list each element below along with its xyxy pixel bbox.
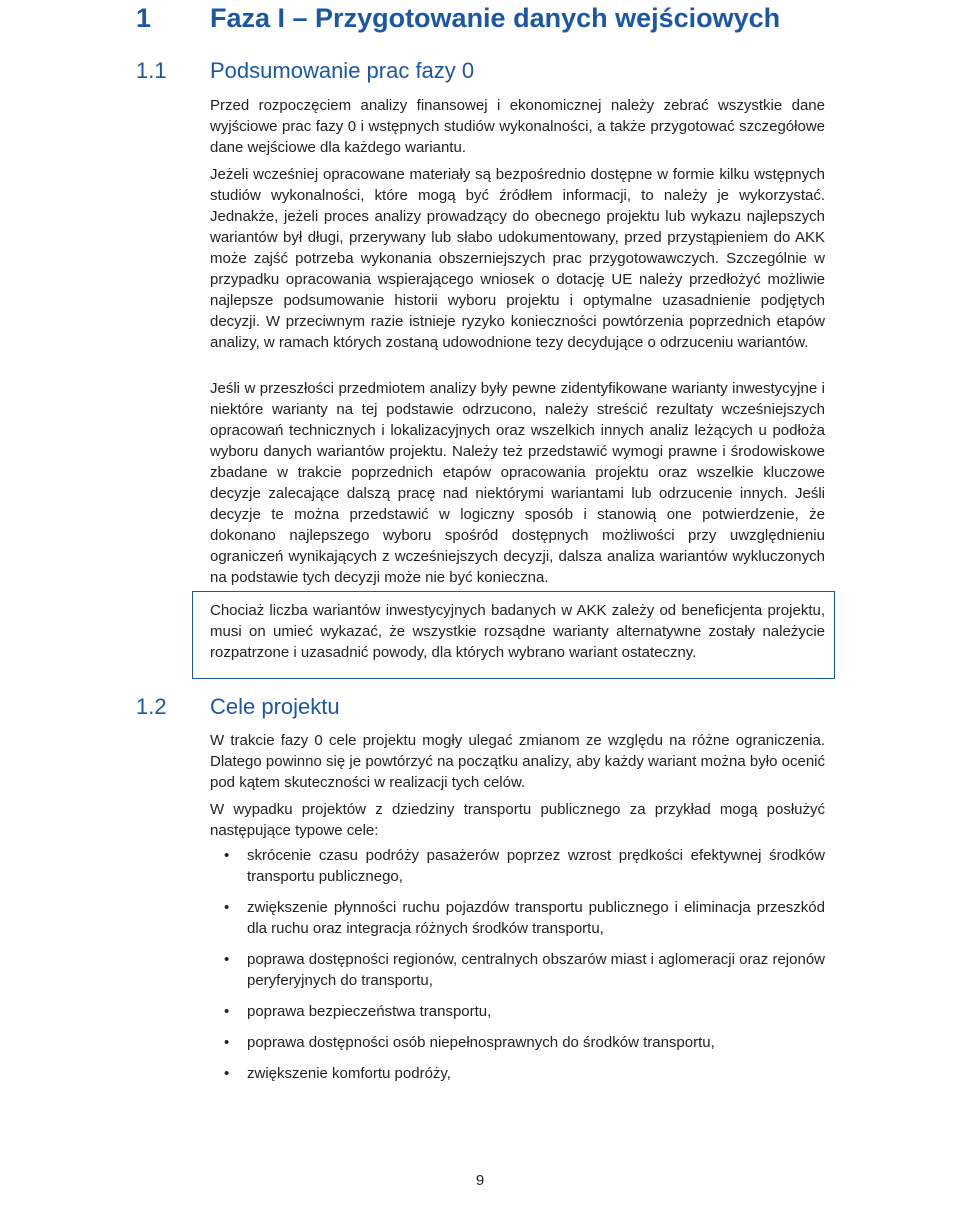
bullet-icon: • xyxy=(224,1065,230,1082)
objectives-list xyxy=(210,845,825,1094)
section-number: 1.2 xyxy=(136,694,167,719)
section-heading-1-2 xyxy=(136,692,340,722)
list-item xyxy=(210,1032,825,1053)
bullet-icon: • xyxy=(224,899,230,916)
list-item-text: zwiększenie komfortu podróży, xyxy=(247,1065,451,1082)
note-box xyxy=(192,591,835,679)
chapter-heading xyxy=(136,0,780,36)
section-number: 1.1 xyxy=(136,58,167,83)
section-title: Cele projektu xyxy=(210,694,340,719)
section-title: Podsumowanie prac fazy 0 xyxy=(210,58,475,83)
bullet-icon: • xyxy=(224,1003,230,1020)
paragraph: Jeżeli wcześniej opracowane materiały są bezpośrednio dostępne w formie kilku wstępnych studiów wykonalności, które mogą być źródłem informacji, to należy je wykorzystać. Jednakże, jeżeli proces analizy prowadzący do obecnego projektu lub wykazu najlepszych wariantów był długi, przerywany lub słabo udokumentowany, przed przystąpieniem do AKK może zajść potrzeba wykonania obszerniejszych prac przygotowawczych. Szczególnie w przypadku opracowania wspierającego wniosek o dotację UE należy przedłożyć możliwie najlepsze podsumowanie historii wyboru projektu i optymalne uzasadnienie podjętych decyzji. W przeciwnym razie istnieje ryzyko konieczności powtórzenia poprzednich etapów analizy, w ramach których zostaną udowodnione tezy decydujące o odrzuceniu wariantów. xyxy=(210,166,825,351)
chapter-number: 1 xyxy=(136,2,152,33)
list-item-text: zwiększenie płynności ruchu pojazdów transportu publicznego i eliminacja przeszkód dla ruchu oraz integracja różnych środków transportu, xyxy=(247,899,825,937)
list-item-text: poprawa dostępności osób niepełnosprawnych do środków transportu, xyxy=(247,1034,715,1051)
list-item xyxy=(210,897,825,939)
bullet-icon: • xyxy=(224,951,230,968)
paragraph: Jeśli w przeszłości przedmiotem analizy były pewne zidentyfikowane warianty inwestycyjne i niektóre warianty na tej podstawie odrzucono, należy streścić rezultaty wcześniejszych opracowań technicznych i lokalizacyjnych oraz wszelkich innych analiz leżących u podłoża wyboru danych wariantów projektu. Należy też przedstawić wymogi prawne i środowiskowe zbadane w trakcie poprzednich etapów opracowania projektu oraz wszelkie kluczowe decyzje zalecające dalszą pracę nad niektórymi wariantami lub odrzucenie innych. Jeśli decyzje te można przedstawić w logiczny sposób i stanowią one potwierdzenie, że dokonano najlepszego wyboru spośród dostępnych możliwości przy uwzględnieniu ograniczeń wynikających z wcześniejszych decyzji, dalsza analiza wariantów wykluczonych na podstawie tych decyzji może nie być konieczna. xyxy=(210,380,825,586)
list-item-text: poprawa dostępności regionów, centralnych obszarów miast i aglomeracji oraz rejonów peryferyjnych do transportu, xyxy=(247,951,825,989)
paragraph: W wypadku projektów z dziedziny transportu publicznego za przykład mogą posłużyć następujące typowe cele: xyxy=(210,801,825,839)
list-item xyxy=(210,949,825,991)
list-item-text: poprawa bezpieczeństwa transportu, xyxy=(247,1003,492,1020)
list-item xyxy=(210,1001,825,1022)
section-heading-1-1 xyxy=(136,56,474,86)
bullet-icon: • xyxy=(224,1034,230,1051)
list-item xyxy=(210,845,825,887)
list-item xyxy=(210,1063,825,1084)
chapter-title: Faza I – Przygotowanie danych wejściowych xyxy=(210,2,781,33)
paragraph: Przed rozpoczęciem analizy finansowej i ekonomicznej należy zebrać wszystkie dane wyjściowe prac fazy 0 i wstępnych studiów wykonalności, a także przygotować szczegółowe dane wejściowe dla każdego wariantu. xyxy=(210,97,825,156)
paragraph: W trakcie fazy 0 cele projektu mogły ulegać zmianom ze względu na różne ograniczenia. Dlatego powinno się je powtórzyć na początku analizy, aby każdy wariant można było ocenić pod kątem skuteczności w realizacji tych celów. xyxy=(210,732,825,791)
bullet-icon: • xyxy=(224,847,230,864)
list-item-text: skrócenie czasu podróży pasażerów poprzez wzrost prędkości efektywnej środków transportu publicznego, xyxy=(247,847,825,885)
page-number: 9 xyxy=(475,1172,485,1189)
note-text: Chociaż liczba wariantów inwestycyjnych badanych w AKK zależy od beneficjenta projektu, musi on umieć wykazać, że wszystkie rozsądne warianty alternatywne zostały należycie rozpatrzone i uzasadnić powody, dla których wybrano wariant ostateczny. xyxy=(210,602,825,661)
